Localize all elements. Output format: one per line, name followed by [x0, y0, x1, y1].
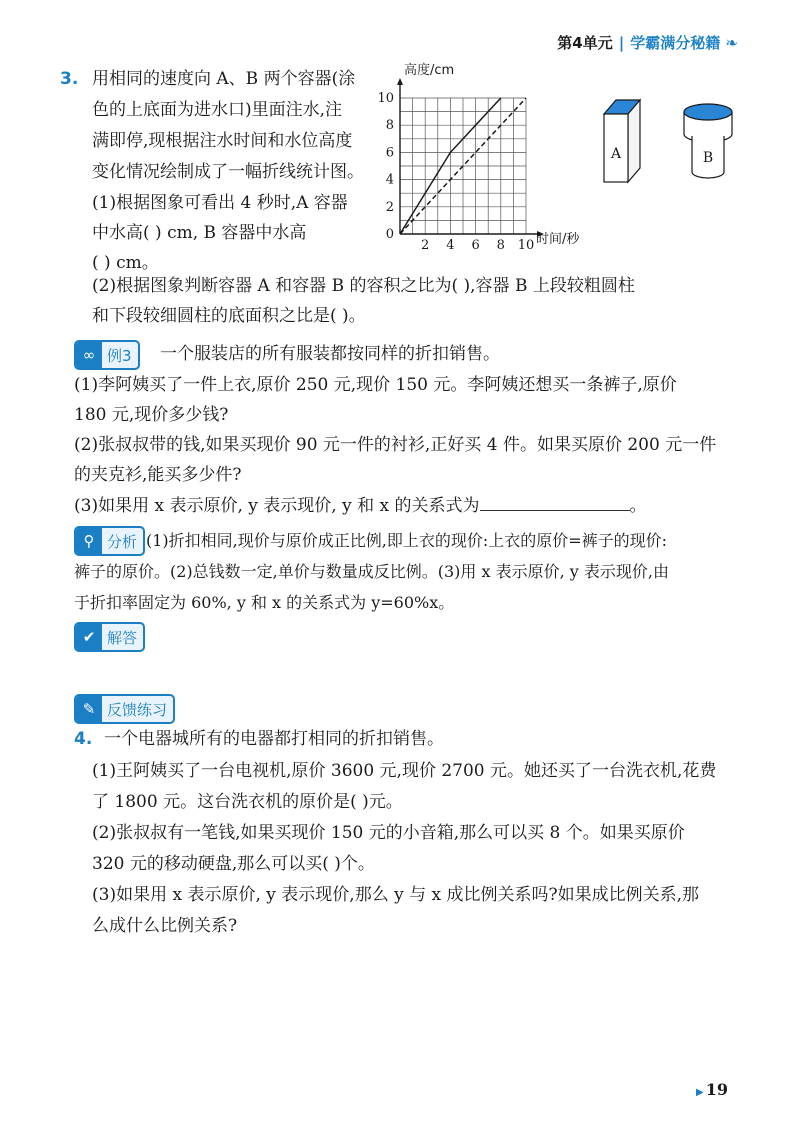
q4-p1b: 了 1800 元。这台洗衣机的原价是( )元。	[92, 792, 403, 812]
q4-p3a: (3)如果用 x 表示原价, y 表示现价,那么 y 与 x 成比例关系吗?如果成比例关系,那	[92, 885, 700, 905]
y-tick-label: 10	[377, 91, 394, 106]
leaf-icon: ❧	[720, 34, 738, 52]
analysis-label: 分析	[107, 532, 138, 551]
y-tick-label: 4	[385, 172, 394, 188]
magnifier-icon: ⚲	[76, 528, 102, 554]
page-number: ▶ 19	[696, 1080, 728, 1099]
page-header	[557, 32, 738, 53]
q4-number: 4.	[74, 729, 93, 749]
y-tick-label: 6	[385, 145, 394, 161]
analysis-line-2: 裤子的原价。(2)总钱数一定,单价与数量成反比例。(3)用 x 表示原价, y 表示现价,由	[74, 562, 669, 581]
q3-line-2: 色的上底面为进水口)里面注水,注	[92, 100, 343, 120]
q3-line-4: 变化情况绘制成了一幅折线统计图。	[92, 162, 364, 182]
answer-label: 解答	[107, 628, 138, 647]
example-3-p2b: 的夹克衫,能买多少件?	[74, 465, 242, 485]
answer-blank[interactable]	[480, 494, 630, 511]
header-separator: |	[618, 34, 625, 52]
q3-line-1: 用相同的速度向 A、B 两个容器(涂	[92, 69, 356, 89]
q3-line-6: 中水高( ) cm, B 容器中水高	[92, 223, 307, 243]
example-3-p3-end: 。	[629, 496, 647, 516]
container-b	[684, 104, 732, 178]
example-3-p3	[74, 494, 647, 517]
triangle-icon: ▶	[696, 1087, 704, 1098]
container-a-label: A	[610, 146, 622, 162]
x-tick-label: 8	[496, 238, 505, 253]
analysis-tag	[74, 526, 145, 556]
example-3-p3-text: (3)如果用 x 表示原价, y 表示现价, y 和 x 的关系式为	[74, 496, 480, 516]
answer-tag	[74, 622, 145, 652]
container-b-top	[684, 104, 732, 120]
y-axis-label: 高度/cm	[404, 63, 455, 78]
x-tick-label: 4	[446, 238, 455, 253]
q3-line-7: ( ) cm。	[92, 253, 159, 273]
y-tick-label: 2	[385, 199, 394, 215]
containers-figure	[596, 96, 746, 188]
unit-label: 第4单元	[557, 34, 613, 52]
y-tick-label: 0	[385, 227, 394, 242]
water-level-chart	[372, 58, 612, 258]
y-tick-label: 8	[385, 118, 394, 134]
container-a	[604, 100, 640, 182]
analysis-line-1: (1)折扣相同,现价与原价成正比例,即上衣的现价:上衣的原价=裤子的现价:	[146, 531, 668, 550]
analysis-line-3: 于折扣率固定为 60%, y 和 x 的关系式为 y=60%x。	[74, 593, 455, 612]
q4-intro: 一个电器城所有的电器都打相同的折扣销售。	[104, 729, 444, 749]
feedback-label: 反馈练习	[107, 700, 168, 719]
feedback-tag	[74, 694, 175, 724]
pencil-icon: ✎	[76, 696, 102, 722]
container-a-side	[628, 100, 640, 182]
example-3-p1a: (1)李阿姨买了一件上衣,原价 250 元,现价 150 元。李阿姨还想买一条裤子,原价	[74, 375, 677, 395]
x-tick-label: 10	[517, 238, 535, 253]
q4-p3b: 么成什么比例关系?	[92, 916, 238, 936]
q3-line-5: (1)根据图象可看出 4 秒时,A 容器	[92, 193, 348, 213]
q4-p2a: (2)张叔叔有一笔钱,如果买现价 150 元的小音箱,那么可以买 8 个。如果买原价	[92, 823, 685, 843]
example-3-tag	[74, 340, 140, 370]
q4-p1a: (1)王阿姨买了一台电视机,原价 3600 元,现价 2700 元。她还买了一台洗衣机,花费	[92, 761, 717, 781]
example-3-p1b: 180 元,现价多少钱?	[74, 405, 229, 425]
q3-part2-line-1: (2)根据图象判断容器 A 和容器 B 的容积之比为( ),容器 B 上段较粗圆柱	[92, 276, 635, 296]
q3-part2-line-2: 和下段较细圆柱的底面积之比是( )。	[92, 306, 366, 326]
example-3-label: 例3	[107, 346, 132, 365]
link-icon: ∞	[76, 342, 102, 368]
example-3-intro: 一个服装店的所有服装都按同样的折扣销售。	[160, 344, 500, 364]
series-title: 学霸满分秘籍	[630, 34, 721, 52]
q3-line-3: 满即停,现根据注水时间和水位高度	[92, 131, 353, 151]
x-tick-label: 6	[471, 238, 480, 253]
x-axis-label: 时间/秒	[536, 232, 580, 247]
example-3-p2a: (2)张叔叔带的钱,如果买现价 90 元一件的衬衫,正好买 4 件。如果买原价 200 元一件	[74, 435, 717, 455]
q4-p2b: 320 元的移动硬盘,那么可以买( )个。	[92, 854, 375, 874]
container-b-label: B	[702, 150, 714, 166]
x-tick-label: 2	[421, 238, 430, 253]
checkmark-icon: ✔	[76, 624, 102, 650]
q3-number: 3.	[60, 69, 79, 89]
y-axis-arrow	[397, 78, 403, 85]
